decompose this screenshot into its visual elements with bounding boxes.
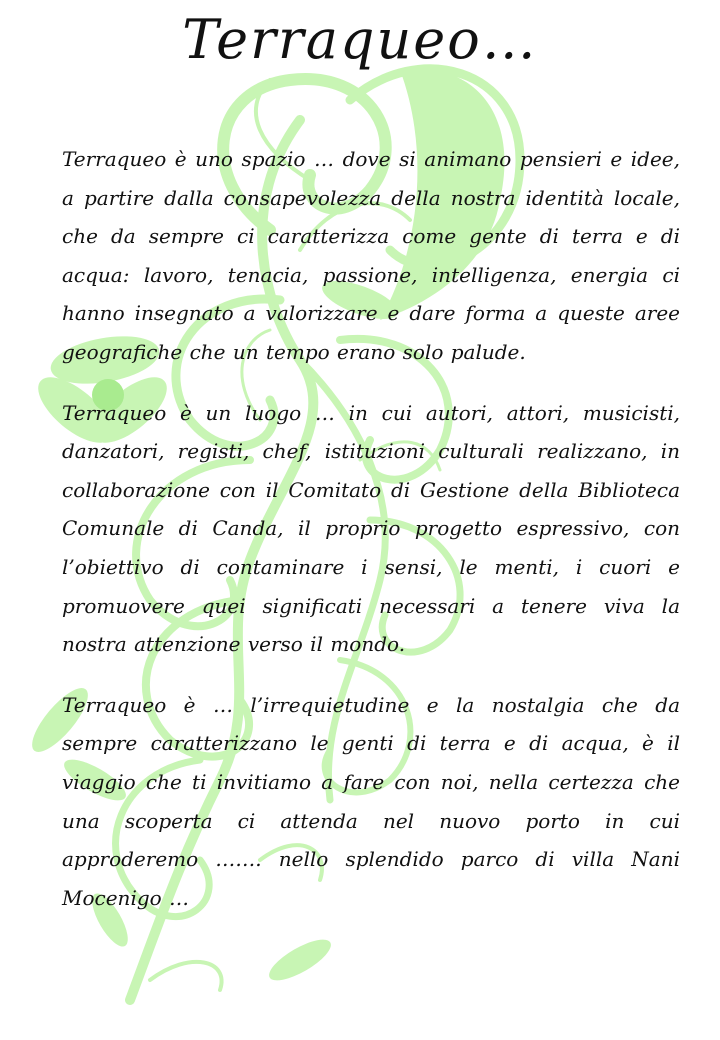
- paragraph-irrequietudine: Terraqueo è … l’irrequietudine e la nostalgia che da sempre caratterizzano le genti di terra e di acqua, è il viaggio che ti invitiamo a fare con noi, nella certezza che una scoperta ci attenda nel nuovo porto in cui approderemo ……. nello splendido parco di villa Nani Mocenigo …: [62, 692, 680, 910]
- paragraph-spazio: Terraqueo è uno spazio … dove si animano pensieri e idee, a partire dalla consapevolezza della nostra identità locale, che da sempre ci caratterizza come gente di terra e di acqua: lavoro, tenacia, passione, intelligenza, energia ci hanno insegnato a valorizzare e dare forma a queste aree geografiche che un tempo erano solo palude.: [62, 147, 680, 364]
- paragraph-luogo: Terraqueo è un luogo … in cui autori, attori, musicisti, danzatori, registi, chef, istituzioni culturali realizzano, in collaborazione con il Comitato di Gestione della Biblioteca Comunale di Canda, il proprio progetto espressivo, con l’obiettivo di contaminare i sensi, le menti, i cuori e promuovere quei significati necessari a tenere viva la nostra attenzione verso il mondo.: [62, 400, 680, 657]
- page-title: Terraqueo…: [182, 8, 538, 71]
- body-text: [62, 140, 680, 939]
